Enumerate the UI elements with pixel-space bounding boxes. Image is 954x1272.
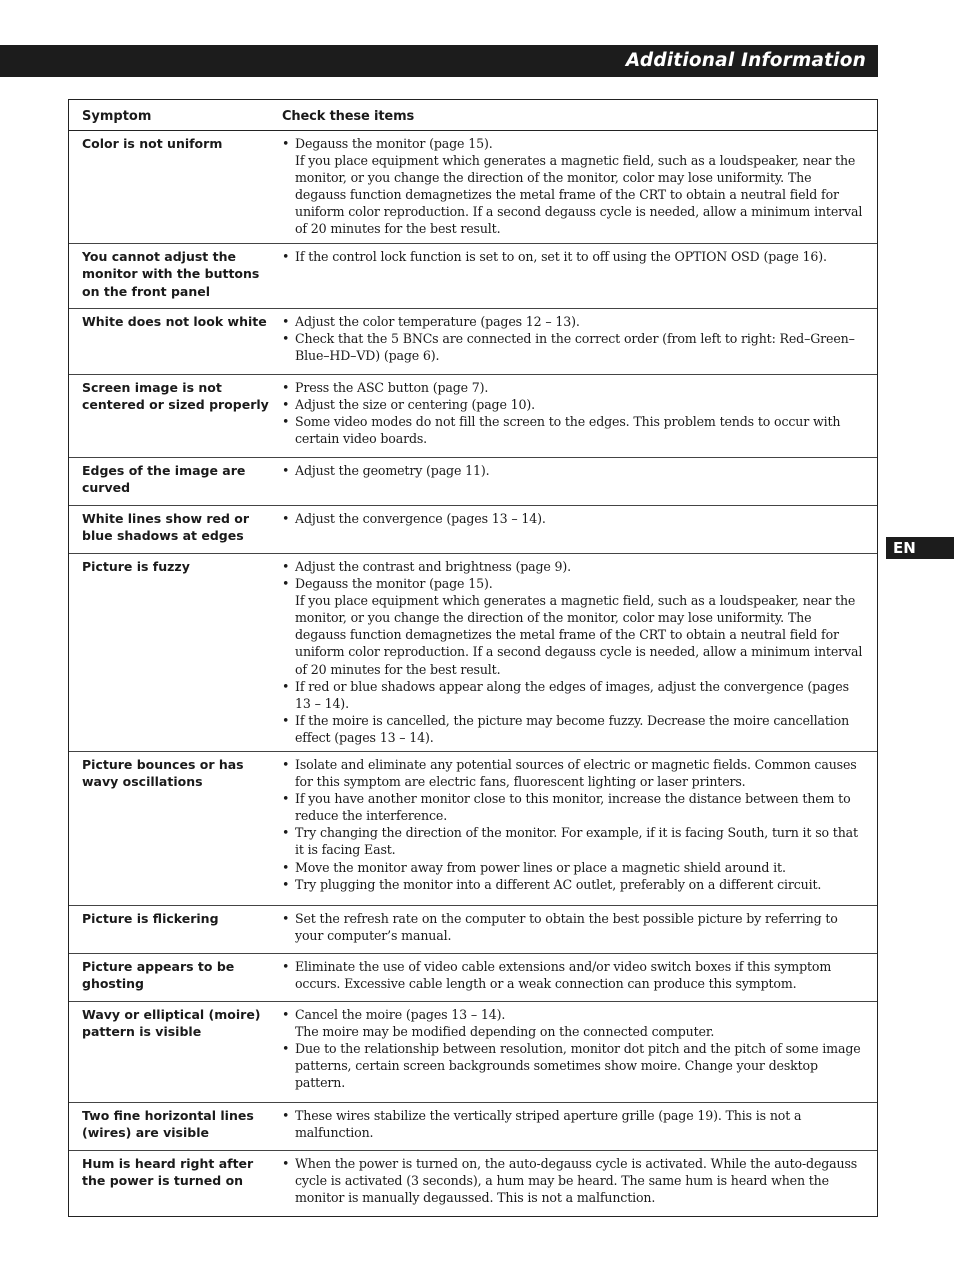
symptom-cell: Picture appears to be ghosting (82, 959, 235, 992)
table-row (69, 954, 877, 1002)
bullet-icon: • (282, 959, 290, 974)
check-item (282, 790, 865, 824)
check-item (282, 876, 865, 893)
check-item (282, 248, 865, 265)
check-item-text: Adjust the convergence (pages 13 – 14). (295, 511, 546, 526)
check-item (282, 575, 865, 678)
bullet-icon: • (282, 314, 290, 329)
check-item (282, 1006, 865, 1040)
table-row (69, 1151, 877, 1216)
check-item-text: Try changing the direction of the monitor. For example, if it is facing South, turn it so that it is facing East. (295, 825, 858, 858)
section-title: Additional Information (625, 50, 866, 71)
table-row (69, 1103, 877, 1151)
symptom-cell: White lines show red or blue shadows at edges (82, 511, 250, 544)
check-items-cell (282, 506, 877, 553)
bullet-icon: • (282, 380, 290, 395)
check-item (282, 510, 865, 527)
check-item-text: Try plugging the monitor into a different AC outlet, preferably on a different circuit. (295, 876, 822, 892)
check-item-detail: If you place equipment which generates a magnetic field, such as a loudspeaker, near the monitor, or you change the direction of the monitor, color may lose uniformity. The degauss function demagnetizes the metal frame of the CRT to obtain a neutral field for uniform color reproduction. If a second degauss cycle is needed, allow a minimum interval of 20 minutes for the best result. (295, 593, 863, 677)
check-item (282, 462, 865, 479)
bullet-icon: • (282, 1156, 290, 1171)
symptom-cell: Edges of the image are curved (82, 463, 246, 496)
check-item-text: These wires stabilize the vertically striped aperture grille (page 19). This is not a malfunction. (295, 1108, 802, 1141)
check-item (282, 824, 865, 858)
check-item-text: Set the refresh rate on the computer to obtain the best possible picture by referring to your computer’s manual. (295, 911, 838, 944)
check-items-cell (282, 1002, 877, 1102)
table-header-row (69, 100, 877, 131)
bullet-icon: • (282, 1108, 290, 1123)
check-item-text: Degauss the monitor (page 15). (295, 576, 493, 592)
table-row (69, 458, 877, 506)
check-item-text: Isolate and eliminate any potential sources of electric or magnetic fields. Common causes for this symptom are electric fans, fluorescent lighting or laser printers. (295, 757, 857, 790)
bullet-icon: • (282, 876, 290, 892)
bullet-icon: • (282, 397, 290, 413)
bullet-icon: • (282, 859, 290, 875)
section-header-bar (0, 45, 878, 77)
check-item (282, 859, 865, 876)
symptom-cell: You cannot adjust the monitor with the buttons on the front panel (82, 249, 260, 299)
column-header-symptom: Symptom (82, 109, 152, 124)
bullet-icon: • (282, 712, 290, 728)
bullet-icon: • (282, 791, 290, 807)
check-item (282, 678, 865, 712)
symptom-cell: Hum is heard right after the power is turned on (82, 1156, 254, 1189)
check-item (282, 396, 865, 413)
table-row (69, 906, 877, 954)
table-row (69, 244, 877, 309)
symptom-cell: Picture bounces or has wavy oscillations (82, 757, 244, 790)
table-row (69, 131, 877, 244)
table-row (69, 309, 877, 375)
check-item-text: Cancel the moire (pages 13 – 14). (295, 1007, 506, 1022)
check-item-text: Due to the relationship between resolution, monitor dot pitch and the pitch of some image patterns, certain screen backgrounds sometimes show moire. Change your desktop pattern. (295, 1041, 861, 1091)
check-items-cell (282, 1103, 877, 1150)
bullet-icon: • (282, 559, 290, 574)
check-item (282, 958, 865, 992)
bullet-icon: • (282, 1007, 290, 1022)
symptom-cell: Two fine horizontal lines (wires) are visible (82, 1108, 254, 1141)
table-row (69, 752, 877, 906)
table-row (69, 1002, 877, 1103)
check-item-text: If the control lock function is set to on, set it to off using the OPTION OSD (page 16). (295, 249, 827, 264)
check-item-text: Adjust the color temperature (pages 12 – 13). (295, 314, 580, 329)
check-item-text: If the moire is cancelled, the picture may become fuzzy. Decrease the moire cancellation effect (pages 13 – 14). (295, 712, 850, 745)
check-items-cell (282, 906, 877, 953)
check-item-text: Press the ASC button (page 7). (295, 380, 489, 395)
check-item (282, 756, 865, 790)
language-tab-label: EN (893, 539, 916, 557)
check-item-text: Adjust the geometry (page 11). (295, 463, 490, 478)
symptom-cell: Wavy or elliptical (moire) pattern is visible (82, 1007, 261, 1040)
table-row (69, 375, 877, 458)
check-item (282, 313, 865, 330)
bullet-icon: • (282, 414, 290, 430)
bullet-icon: • (282, 757, 290, 772)
check-item-text: Adjust the contrast and brightness (page 9). (295, 559, 572, 574)
bullet-icon: • (282, 911, 290, 926)
check-item-text: If you have another monitor close to this monitor, increase the distance between them to reduce the interference. (295, 791, 851, 824)
check-items-cell (282, 458, 877, 505)
check-item-text: Adjust the size or centering (page 10). (295, 397, 535, 413)
troubleshooting-table (68, 99, 878, 1217)
check-item (282, 330, 865, 364)
check-item (282, 135, 865, 238)
table-row (69, 554, 877, 752)
check-item (282, 1107, 865, 1141)
check-item-text: Check that the 5 BNCs are connected in the correct order (from left to right: Red–Green–Blue–HD–VD) (page 6). (295, 331, 855, 364)
check-item-text: If red or blue shadows appear along the edges of images, adjust the convergence (pages 13 – 14). (295, 678, 849, 711)
symptom-cell: Picture is flickering (82, 911, 219, 926)
column-header-check-items: Check these items (282, 109, 415, 124)
check-items-cell (282, 375, 877, 457)
check-items-cell (282, 131, 877, 243)
check-item (282, 558, 865, 575)
check-item (282, 1040, 865, 1091)
check-item-detail: If you place equipment which generates a magnetic field, such as a loudspeaker, near the monitor, or you change the direction of the monitor, color may lose uniformity. The degauss function demagnetizes the metal frame of the CRT to obtain a neutral field for uniform color reproduction. If a second degauss cycle is needed, allow a minimum interval of 20 minutes for the best result. (295, 153, 863, 237)
bullet-icon: • (282, 825, 290, 841)
bullet-icon: • (282, 249, 290, 264)
symptom-cell: Screen image is not centered or sized properly (82, 380, 269, 413)
check-item (282, 379, 865, 396)
check-item-detail: The moire may be modified depending on the connected computer. (295, 1024, 715, 1040)
check-item-text: Degauss the monitor (page 15). (295, 136, 493, 151)
bullet-icon: • (282, 1041, 290, 1057)
symptom-cell: White does not look white (82, 314, 267, 329)
bullet-icon: • (282, 331, 290, 347)
symptom-cell: Color is not uniform (82, 136, 223, 151)
check-item (282, 1155, 865, 1206)
check-items-cell (282, 554, 877, 751)
check-item (282, 413, 865, 447)
bullet-icon: • (282, 136, 290, 151)
check-items-cell (282, 1151, 877, 1216)
bullet-icon: • (282, 511, 290, 526)
check-item-text: Some video modes do not fill the screen to the edges. This problem tends to occur with certain video boards. (295, 414, 841, 447)
check-items-cell (282, 954, 877, 1001)
table-row (69, 506, 877, 554)
bullet-icon: • (282, 463, 290, 478)
check-item (282, 712, 865, 746)
check-item-text: Move the monitor away from power lines or place a magnetic shield around it. (295, 859, 786, 875)
check-items-cell (282, 244, 877, 308)
check-items-cell (282, 309, 877, 374)
check-item-text: When the power is turned on, the auto-degauss cycle is activated. While the auto-degauss cycle is activated (3 seconds), a hum may be heard. The same hum is heard when the monitor is manually degaussed. This is not a malfunction. (295, 1156, 858, 1206)
symptom-cell: Picture is fuzzy (82, 559, 190, 574)
check-items-cell (282, 752, 877, 905)
check-item-text: Eliminate the use of video cable extensions and/or video switch boxes if this symptom occurs. Excessive cable length or a weak connection can produce this symptom. (295, 959, 832, 992)
check-item (282, 910, 865, 944)
bullet-icon: • (282, 678, 290, 694)
bullet-icon: • (282, 576, 290, 592)
language-tab (886, 537, 954, 559)
